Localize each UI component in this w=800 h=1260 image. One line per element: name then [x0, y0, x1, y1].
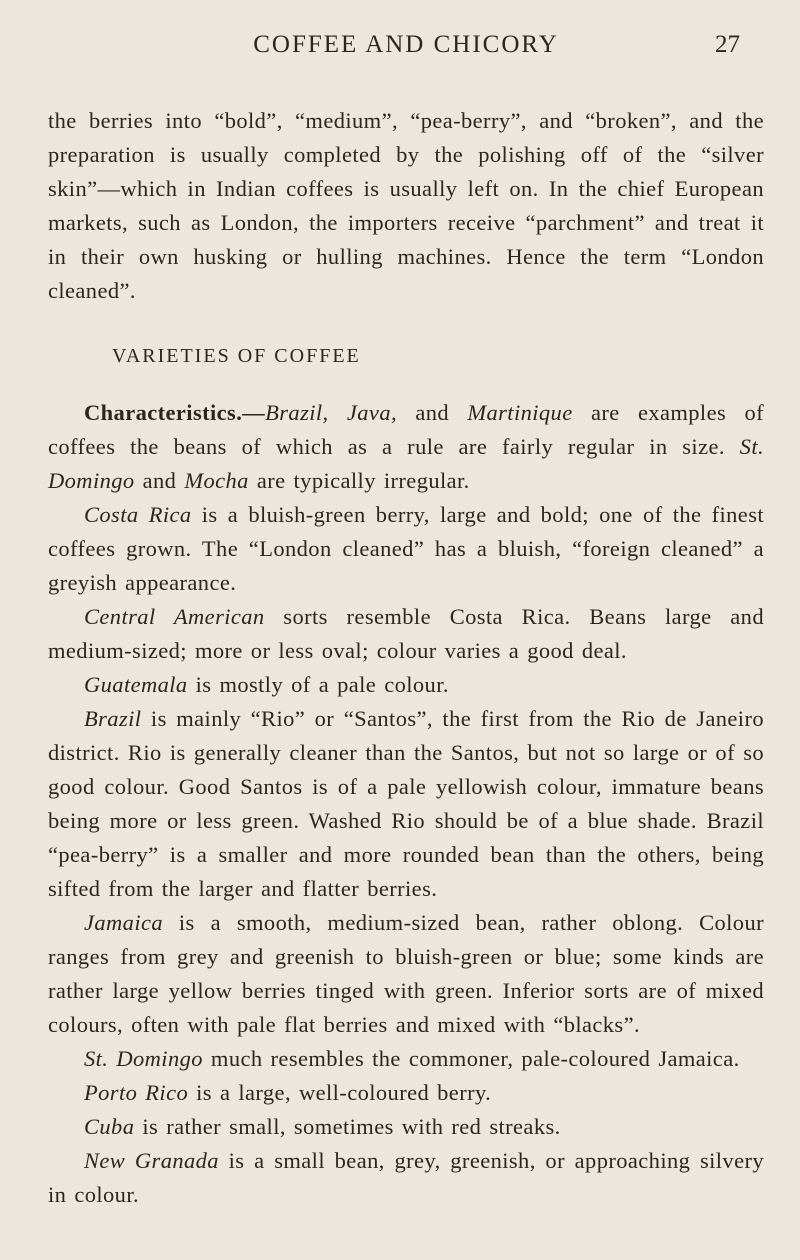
paragraph-guatemala — [48, 668, 764, 702]
paragraph-costa-rica — [48, 498, 764, 600]
paragraph-text: is a smooth, medium-sized bean, rather oblong. Colour ranges from grey and greenish to bluish-green or blue; some kinds are rather large yellow berries tinged with green. Inferior sorts are of mixed colours, often with pale flat berries and mixed with “blacks”. — [48, 910, 764, 1037]
paragraph-text: much resembles the commoner, pale-coloured Jamaica. — [202, 1046, 740, 1071]
paragraph-text: is rather small, sometimes with red streaks. — [134, 1114, 561, 1139]
variety-term: New Granada — [84, 1148, 219, 1173]
variety-term: Martinique — [467, 400, 573, 425]
paragraph-st-domingo — [48, 1042, 764, 1076]
variety-term: Brazil — [84, 706, 142, 731]
variety-term: Porto Rico — [84, 1080, 189, 1105]
paragraph-text: are typically irregular. — [248, 468, 470, 493]
paragraph-text: is mostly of a pale colour. — [187, 672, 449, 697]
paragraph-characteristics — [48, 396, 764, 498]
paragraph-central-american — [48, 600, 764, 668]
paragraph-text: is a small bean, grey, greenish, or approaching silvery in colour. — [48, 1148, 764, 1207]
paragraph-new-granada — [48, 1144, 764, 1212]
variety-term: Central American — [84, 604, 265, 629]
variety-term: St. Domingo — [48, 434, 764, 493]
paragraph-text: and — [397, 400, 468, 425]
running-title: COFFEE AND CHICORY — [253, 31, 559, 58]
section-heading: VARIETIES OF COFFEE — [112, 345, 361, 367]
variety-term: Mocha — [184, 468, 249, 493]
paragraph-text: is a large, well-coloured berry. — [188, 1080, 492, 1105]
variety-term: Brazil, Java, — [265, 400, 397, 425]
variety-term: Jamaica — [84, 910, 164, 935]
intro-paragraph: the berries into “bold”, “medium”, “pea-berry”, and “broken”, and the preparation is usually completed by the polishing off of the “silver skin”—which in Indian coffees is usually left on. In the chief European markets, such as London, the importers receive “parchment” and treat it in their own husking or hulling machines. Hence the term “London cleaned”. — [48, 108, 764, 303]
variety-term: St. Domingo — [84, 1046, 203, 1071]
paragraph-porto-rico — [48, 1076, 764, 1110]
paragraph-brazil — [48, 702, 764, 906]
variety-term: Costa Rica — [84, 502, 192, 527]
paragraph-cuba — [48, 1110, 764, 1144]
variety-term: Guatemala — [84, 672, 188, 697]
running-head — [48, 22, 764, 68]
paragraph-jamaica — [48, 906, 764, 1042]
paragraph-text: are examples of coffees the beans of which as a rule are fairly regular in size. — [48, 400, 764, 459]
paragraph-text: sorts resemble Costa Rica. Beans large and medium-sized; more or less oval; colour varies a good deal. — [48, 604, 764, 663]
paragraph-text: is a bluish-green berry, large and bold; one of the finest coffees grown. The “London cleaned” has a bluish, “foreign cleaned” a greyish appearance. — [48, 502, 764, 595]
paragraph-text: and — [134, 468, 185, 493]
page-number: 27 — [715, 31, 740, 58]
paragraph-lead: Characteristics.— — [84, 400, 266, 425]
paragraph-text: is mainly “Rio” or “Santos”, the first from the Rio de Janeiro district. Rio is generally cleaner than the Santos, but not so large or of so good colour. Good Santos is of a pale yellowish colour, immature beans being more or less green. Washed Rio should be of a blue shade. Brazil “pea-berry” is a smaller and more rounded bean than the others, being sifted from the larger and flatter berries. — [48, 706, 764, 901]
variety-term: Cuba — [84, 1114, 135, 1139]
